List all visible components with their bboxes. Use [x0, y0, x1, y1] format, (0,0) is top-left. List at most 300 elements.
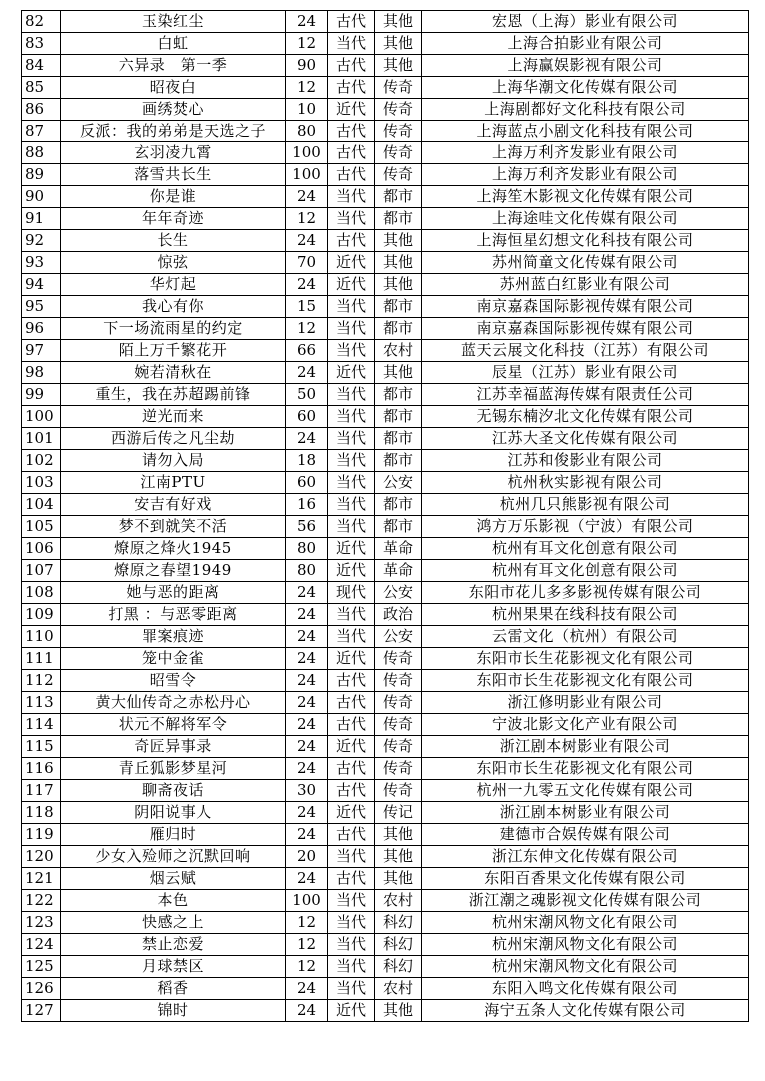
row-number: 103 [22, 472, 61, 494]
row-number: 105 [22, 516, 61, 538]
genre: 科幻 [375, 956, 422, 978]
era: 近代 [328, 252, 375, 274]
producer-company: 浙江东伸文化传媒有限公司 [422, 846, 749, 868]
table-row [22, 274, 749, 296]
genre: 科幻 [375, 912, 422, 934]
genre: 都市 [375, 516, 422, 538]
genre: 传奇 [375, 648, 422, 670]
row-number: 84 [22, 55, 61, 77]
genre: 政治 [375, 604, 422, 626]
producer-company: 上海剧都好文化科技有限公司 [422, 99, 749, 121]
episode-count: 12 [286, 318, 328, 340]
episode-count: 15 [286, 296, 328, 318]
drama-title: 奇匠异事录 [61, 736, 286, 758]
era: 近代 [328, 736, 375, 758]
table-row [22, 142, 749, 164]
row-number: 102 [22, 450, 61, 472]
era: 古代 [328, 780, 375, 802]
table-row [22, 252, 749, 274]
producer-company: 上海合拍影业有限公司 [422, 33, 749, 55]
genre: 其他 [375, 1000, 422, 1022]
episode-count: 24 [286, 736, 328, 758]
drama-title: 婉若清秋在 [61, 362, 286, 384]
episode-count: 60 [286, 406, 328, 428]
row-number: 101 [22, 428, 61, 450]
row-number: 88 [22, 142, 61, 164]
episode-count: 80 [286, 560, 328, 582]
table-row [22, 890, 749, 912]
drama-title: 年年奇迹 [61, 208, 286, 230]
row-number: 126 [22, 978, 61, 1000]
row-number: 120 [22, 846, 61, 868]
drama-title: 重生，我在苏超踢前锋 [61, 384, 286, 406]
episode-count: 24 [286, 604, 328, 626]
producer-company: 杭州有耳文化创意有限公司 [422, 538, 749, 560]
row-number: 100 [22, 406, 61, 428]
table-row [22, 604, 749, 626]
drama-title: 反派：我的弟弟是天选之子 [61, 121, 286, 142]
episode-count: 18 [286, 450, 328, 472]
episode-count: 24 [286, 11, 328, 33]
episode-count: 24 [286, 824, 328, 846]
row-number: 116 [22, 758, 61, 780]
row-number: 108 [22, 582, 61, 604]
producer-company: 东阳市长生花影视文化有限公司 [422, 648, 749, 670]
table-row [22, 736, 749, 758]
episode-count: 12 [286, 208, 328, 230]
drama-title: 快感之上 [61, 912, 286, 934]
table-row [22, 934, 749, 956]
episode-count: 56 [286, 516, 328, 538]
genre: 革命 [375, 538, 422, 560]
table-row [22, 384, 749, 406]
producer-company: 浙江剧本树影业有限公司 [422, 736, 749, 758]
table-row [22, 318, 749, 340]
row-number: 97 [22, 340, 61, 362]
genre: 传奇 [375, 692, 422, 714]
genre: 都市 [375, 494, 422, 516]
producer-company: 上海笙木影视文化传媒有限公司 [422, 186, 749, 208]
genre: 农村 [375, 978, 422, 1000]
genre: 传奇 [375, 164, 422, 186]
producer-company: 杭州几只熊影视有限公司 [422, 494, 749, 516]
episode-count: 24 [286, 626, 328, 648]
drama-title: 请勿入局 [61, 450, 286, 472]
episode-count: 24 [286, 714, 328, 736]
producer-company: 浙江剧本树影业有限公司 [422, 802, 749, 824]
row-number: 104 [22, 494, 61, 516]
genre: 公安 [375, 472, 422, 494]
table-row [22, 406, 749, 428]
producer-company: 浙江潮之魂影视文化传媒有限公司 [422, 890, 749, 912]
episode-count: 24 [286, 362, 328, 384]
genre: 传奇 [375, 77, 422, 99]
row-number: 112 [22, 670, 61, 692]
drama-title: 燎原之烽火1945 [61, 538, 286, 560]
producer-company: 云雷文化（杭州）有限公司 [422, 626, 749, 648]
episode-count: 50 [286, 384, 328, 406]
episode-count: 24 [286, 274, 328, 296]
table-row [22, 472, 749, 494]
era: 古代 [328, 11, 375, 33]
era: 当代 [328, 934, 375, 956]
era: 当代 [328, 428, 375, 450]
genre: 都市 [375, 384, 422, 406]
era: 当代 [328, 186, 375, 208]
episode-count: 20 [286, 846, 328, 868]
table-row [22, 582, 749, 604]
producer-company: 南京嘉森国际影视传媒有限公司 [422, 318, 749, 340]
era: 古代 [328, 868, 375, 890]
era: 当代 [328, 604, 375, 626]
drama-title: 画绣焚心 [61, 99, 286, 121]
row-number: 110 [22, 626, 61, 648]
drama-title: 陌上万千繁花开 [61, 340, 286, 362]
drama-title: 聊斋夜话 [61, 780, 286, 802]
table-row [22, 868, 749, 890]
drama-title: 打黑 ：与恶零距离 [61, 604, 286, 626]
table-row [22, 626, 749, 648]
row-number: 109 [22, 604, 61, 626]
era: 近代 [328, 538, 375, 560]
producer-company: 苏州蓝白红影业有限公司 [422, 274, 749, 296]
drama-title: 青丘狐影梦星河 [61, 758, 286, 780]
era: 近代 [328, 560, 375, 582]
episode-count: 30 [286, 780, 328, 802]
producer-company: 建德市合娱传媒有限公司 [422, 824, 749, 846]
row-number: 85 [22, 77, 61, 99]
episode-count: 80 [286, 121, 328, 142]
row-number: 96 [22, 318, 61, 340]
producer-company: 上海蓝点小剧文化科技有限公司 [422, 121, 749, 142]
era: 当代 [328, 978, 375, 1000]
episode-count: 12 [286, 912, 328, 934]
row-number: 82 [22, 11, 61, 33]
producer-company: 杭州宋潮风物文化有限公司 [422, 934, 749, 956]
table-row [22, 428, 749, 450]
era: 古代 [328, 142, 375, 164]
table-row [22, 846, 749, 868]
producer-company: 鸿方万乐影视（宁波）有限公司 [422, 516, 749, 538]
table-row [22, 956, 749, 978]
episode-count: 24 [286, 758, 328, 780]
drama-title: 下一场流雨星的约定 [61, 318, 286, 340]
genre: 都市 [375, 406, 422, 428]
producer-company: 杭州果果在线科技有限公司 [422, 604, 749, 626]
era: 当代 [328, 890, 375, 912]
era: 现代 [328, 582, 375, 604]
row-number: 107 [22, 560, 61, 582]
genre: 其他 [375, 824, 422, 846]
producer-company: 东阳百香果文化传媒有限公司 [422, 868, 749, 890]
episode-count: 12 [286, 77, 328, 99]
drama-title: 逆光而来 [61, 406, 286, 428]
episode-count: 16 [286, 494, 328, 516]
producer-company: 杭州一九零五文化传媒有限公司 [422, 780, 749, 802]
episode-count: 24 [286, 978, 328, 1000]
era: 古代 [328, 824, 375, 846]
episode-count: 24 [286, 230, 328, 252]
drama-title: 她与恶的距离 [61, 582, 286, 604]
row-number: 95 [22, 296, 61, 318]
row-number: 90 [22, 186, 61, 208]
genre: 其他 [375, 868, 422, 890]
episode-count: 12 [286, 934, 328, 956]
producer-company: 上海万利齐发影业有限公司 [422, 142, 749, 164]
table-row [22, 55, 749, 77]
producer-company: 宏恩（上海）影业有限公司 [422, 11, 749, 33]
genre: 科幻 [375, 934, 422, 956]
era: 当代 [328, 956, 375, 978]
row-number: 127 [22, 1000, 61, 1022]
producer-company: 江苏大圣文化传媒有限公司 [422, 428, 749, 450]
genre: 都市 [375, 186, 422, 208]
era: 古代 [328, 230, 375, 252]
row-number: 117 [22, 780, 61, 802]
genre: 传奇 [375, 714, 422, 736]
table-row [22, 714, 749, 736]
episode-count: 24 [286, 428, 328, 450]
row-number: 115 [22, 736, 61, 758]
genre: 其他 [375, 230, 422, 252]
era: 当代 [328, 33, 375, 55]
producer-company: 杭州宋潮风物文化有限公司 [422, 956, 749, 978]
drama-title: 落雪共长生 [61, 164, 286, 186]
table-row [22, 648, 749, 670]
drama-title: 华灯起 [61, 274, 286, 296]
table-row [22, 186, 749, 208]
row-number: 89 [22, 164, 61, 186]
producer-company: 上海恒星幻想文化科技有限公司 [422, 230, 749, 252]
drama-title: 烟云赋 [61, 868, 286, 890]
episode-count: 80 [286, 538, 328, 560]
drama-title: 六异录 第一季 [61, 55, 286, 77]
row-number: 119 [22, 824, 61, 846]
drama-title: 少女入殓师之沉默回响 [61, 846, 286, 868]
table-body [22, 11, 749, 1022]
table-row [22, 450, 749, 472]
era: 当代 [328, 208, 375, 230]
drama-title: 你是谁 [61, 186, 286, 208]
episode-count: 24 [286, 1000, 328, 1022]
table-row [22, 494, 749, 516]
drama-title: 惊弦 [61, 252, 286, 274]
genre: 都市 [375, 208, 422, 230]
row-number: 118 [22, 802, 61, 824]
drama-title: 长生 [61, 230, 286, 252]
episode-count: 24 [286, 692, 328, 714]
row-number: 106 [22, 538, 61, 560]
genre: 传奇 [375, 142, 422, 164]
table-row [22, 780, 749, 802]
genre: 传奇 [375, 670, 422, 692]
genre: 公安 [375, 626, 422, 648]
genre: 都市 [375, 296, 422, 318]
table-row [22, 692, 749, 714]
era: 近代 [328, 99, 375, 121]
genre: 传奇 [375, 736, 422, 758]
drama-title: 月球禁区 [61, 956, 286, 978]
era: 当代 [328, 340, 375, 362]
producer-company: 南京嘉森国际影视传媒有限公司 [422, 296, 749, 318]
producer-company: 蓝天云展文化科技（江苏）有限公司 [422, 340, 749, 362]
table-row [22, 208, 749, 230]
table-row [22, 33, 749, 55]
producer-company: 海宁五条人文化传媒有限公司 [422, 1000, 749, 1022]
genre: 传奇 [375, 99, 422, 121]
genre: 农村 [375, 340, 422, 362]
era: 当代 [328, 626, 375, 648]
row-number: 91 [22, 208, 61, 230]
row-number: 122 [22, 890, 61, 912]
table-row [22, 362, 749, 384]
genre: 传奇 [375, 780, 422, 802]
producer-company: 浙江修明影业有限公司 [422, 692, 749, 714]
row-number: 99 [22, 384, 61, 406]
genre: 革命 [375, 560, 422, 582]
table-row [22, 912, 749, 934]
table-row [22, 560, 749, 582]
drama-title: 我心有你 [61, 296, 286, 318]
era: 当代 [328, 406, 375, 428]
drama-title: 江南PTU [61, 472, 286, 494]
genre: 传奇 [375, 758, 422, 780]
era: 古代 [328, 692, 375, 714]
producer-company: 上海途哇文化传媒有限公司 [422, 208, 749, 230]
era: 近代 [328, 362, 375, 384]
row-number: 92 [22, 230, 61, 252]
drama-title: 稻香 [61, 978, 286, 1000]
table-row [22, 164, 749, 186]
table-row [22, 11, 749, 33]
row-number: 113 [22, 692, 61, 714]
episode-count: 66 [286, 340, 328, 362]
drama-title: 状元不解将军令 [61, 714, 286, 736]
genre: 农村 [375, 890, 422, 912]
producer-company: 苏州简童文化传媒有限公司 [422, 252, 749, 274]
producer-company: 杭州宋潮风物文化有限公司 [422, 912, 749, 934]
era: 当代 [328, 384, 375, 406]
producer-company: 无锡东楠汐北文化传媒有限公司 [422, 406, 749, 428]
table-row [22, 538, 749, 560]
genre: 其他 [375, 55, 422, 77]
era: 近代 [328, 274, 375, 296]
row-number: 123 [22, 912, 61, 934]
drama-title: 雁归时 [61, 824, 286, 846]
drama-title: 昭夜白 [61, 77, 286, 99]
table-row [22, 978, 749, 1000]
era: 近代 [328, 648, 375, 670]
producer-company: 东阳市花儿多多影视传媒有限公司 [422, 582, 749, 604]
era: 当代 [328, 318, 375, 340]
genre: 其他 [375, 846, 422, 868]
era: 古代 [328, 55, 375, 77]
drama-title: 昭雪令 [61, 670, 286, 692]
drama-title: 玉染红尘 [61, 11, 286, 33]
drama-title: 本色 [61, 890, 286, 912]
genre: 其他 [375, 362, 422, 384]
producer-company: 宁波北影文化产业有限公司 [422, 714, 749, 736]
drama-title: 玄羽凌九霄 [61, 142, 286, 164]
row-number: 93 [22, 252, 61, 274]
genre: 其他 [375, 252, 422, 274]
era: 古代 [328, 121, 375, 142]
row-number: 98 [22, 362, 61, 384]
row-number: 121 [22, 868, 61, 890]
row-number: 87 [22, 121, 61, 142]
episode-count: 10 [286, 99, 328, 121]
era: 当代 [328, 450, 375, 472]
episode-count: 60 [286, 472, 328, 494]
producer-company: 东阳市长生花影视文化有限公司 [422, 758, 749, 780]
drama-registration-table [21, 10, 749, 1022]
genre: 公安 [375, 582, 422, 604]
era: 当代 [328, 846, 375, 868]
drama-title: 黄大仙传奇之赤松丹心 [61, 692, 286, 714]
table-row [22, 296, 749, 318]
era: 当代 [328, 296, 375, 318]
episode-count: 100 [286, 890, 328, 912]
producer-company: 东阳入鸣文化传媒有限公司 [422, 978, 749, 1000]
era: 当代 [328, 472, 375, 494]
row-number: 114 [22, 714, 61, 736]
table-row [22, 1000, 749, 1022]
producer-company: 上海华潮文化传媒有限公司 [422, 77, 749, 99]
episode-count: 24 [286, 868, 328, 890]
episode-count: 24 [286, 670, 328, 692]
episode-count: 24 [286, 582, 328, 604]
genre: 都市 [375, 428, 422, 450]
era: 古代 [328, 164, 375, 186]
genre: 传奇 [375, 121, 422, 142]
era: 古代 [328, 77, 375, 99]
table-row [22, 802, 749, 824]
table-row [22, 516, 749, 538]
drama-title: 梦不到就笑不活 [61, 516, 286, 538]
table-row [22, 340, 749, 362]
episode-count: 24 [286, 186, 328, 208]
episode-count: 90 [286, 55, 328, 77]
row-number: 111 [22, 648, 61, 670]
era: 当代 [328, 494, 375, 516]
producer-company: 东阳市长生花影视文化有限公司 [422, 670, 749, 692]
episode-count: 24 [286, 802, 328, 824]
drama-title: 锦时 [61, 1000, 286, 1022]
drama-title: 燎原之春望1949 [61, 560, 286, 582]
genre: 其他 [375, 11, 422, 33]
genre: 都市 [375, 450, 422, 472]
producer-company: 辰星（江苏）影业有限公司 [422, 362, 749, 384]
drama-title: 安吉有好戏 [61, 494, 286, 516]
drama-title: 笼中金雀 [61, 648, 286, 670]
row-number: 125 [22, 956, 61, 978]
table-row [22, 758, 749, 780]
episode-count: 70 [286, 252, 328, 274]
producer-company: 杭州秋实影视有限公司 [422, 472, 749, 494]
row-number: 124 [22, 934, 61, 956]
table-row [22, 230, 749, 252]
episode-count: 100 [286, 164, 328, 186]
table-row [22, 99, 749, 121]
table-row [22, 121, 749, 142]
row-number: 83 [22, 33, 61, 55]
row-number: 94 [22, 274, 61, 296]
era: 近代 [328, 802, 375, 824]
table-row [22, 670, 749, 692]
table-row [22, 824, 749, 846]
genre: 都市 [375, 318, 422, 340]
genre: 传记 [375, 802, 422, 824]
